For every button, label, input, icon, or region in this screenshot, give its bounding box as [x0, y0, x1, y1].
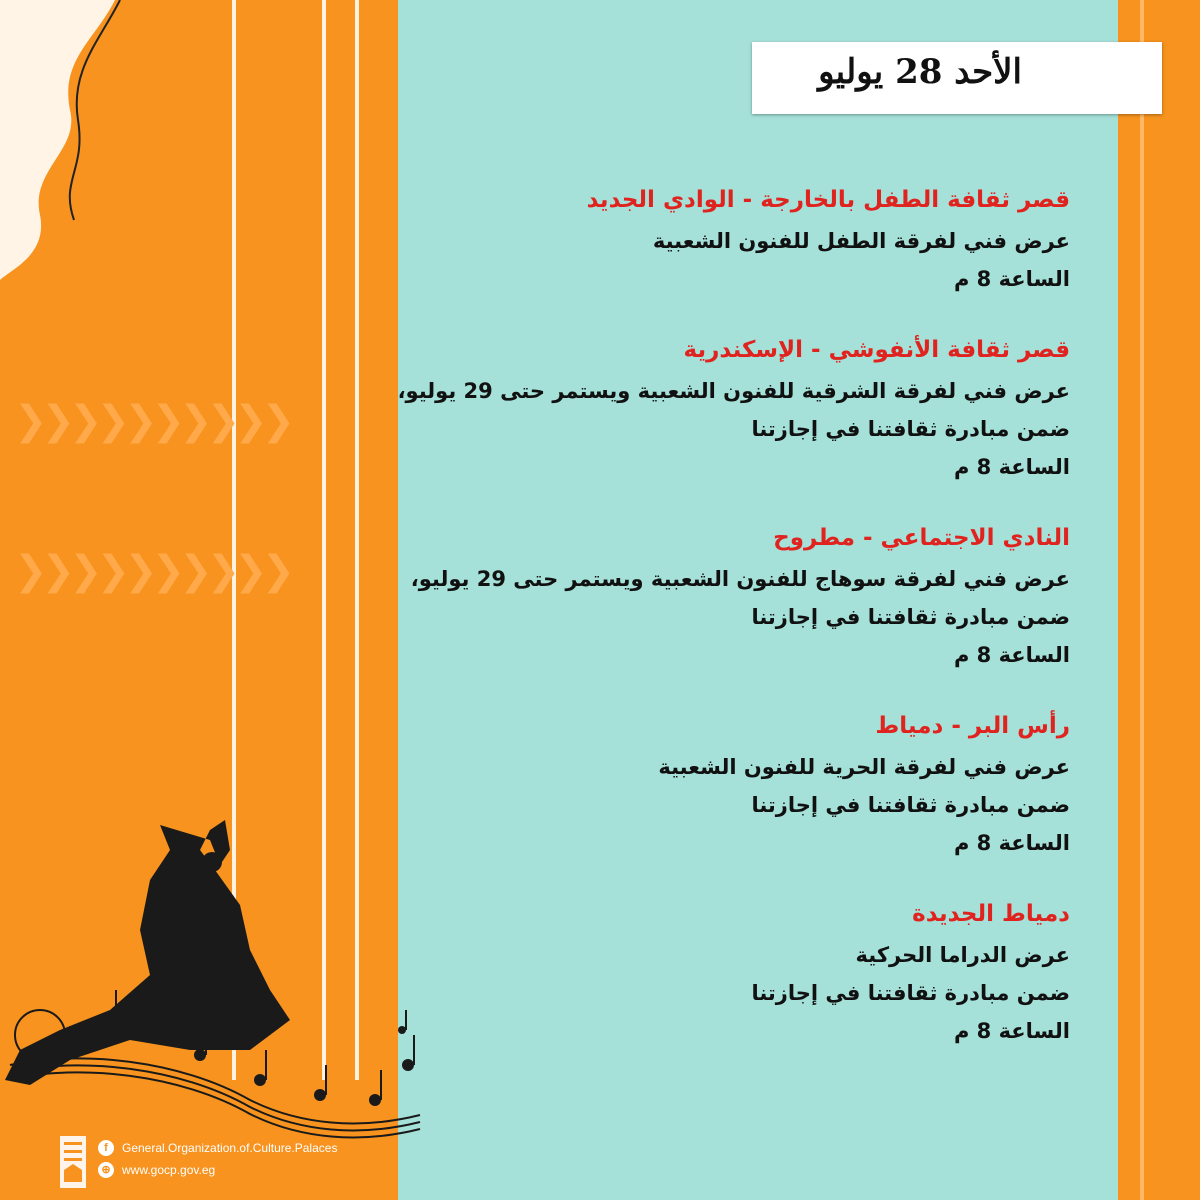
- chevrons-decor: ❯❯❯❯❯❯❯❯❯❯: [14, 548, 290, 594]
- event-item: [370, 516, 1070, 674]
- event-title: النادي الاجتماعي - مطروح: [773, 525, 1070, 551]
- event-time: الساعة 8 م: [953, 831, 1070, 855]
- event-item: [370, 892, 1070, 1050]
- website-link[interactable]: www.gocp.gov.eg: [122, 1163, 216, 1177]
- website-row[interactable]: [98, 1162, 215, 1178]
- event-description: عرض فني لفرقة الطفل للفنون الشعبية: [652, 229, 1070, 253]
- facebook-row[interactable]: [98, 1140, 337, 1156]
- chevrons-decor: ❯❯❯❯❯❯❯❯❯❯: [14, 398, 290, 444]
- event-title: رأس البر - دمياط: [875, 713, 1070, 739]
- globe-icon: ⊕: [98, 1162, 114, 1178]
- event-time: الساعة 8 م: [953, 643, 1070, 667]
- decorative-wave: [0, 0, 400, 330]
- event-title: قصر ثقافة الأنفوشي - الإسكندرية: [683, 337, 1070, 363]
- event-initiative: ضمن مبادرة ثقافتنا في إجازتنا: [751, 793, 1070, 817]
- facebook-icon: f: [98, 1140, 114, 1156]
- event-item: [370, 178, 1070, 298]
- event-description: عرض فني لفرقة الشرقية للفنون الشعبية ويستمر حتى 29 يوليو،: [397, 379, 1070, 403]
- event-time: الساعة 8 م: [953, 455, 1070, 479]
- event-description: عرض فني لفرقة سوهاج للفنون الشعبية ويستمر حتى 29 يوليو،: [410, 567, 1070, 591]
- event-description: عرض فني لفرقة الحرية للفنون الشعبية: [658, 755, 1070, 779]
- event-title: قصر ثقافة الطفل بالخارجة - الوادي الجديد: [586, 187, 1070, 213]
- event-initiative: ضمن مبادرة ثقافتنا في إجازتنا: [751, 417, 1070, 441]
- event-initiative: ضمن مبادرة ثقافتنا في إجازتنا: [751, 605, 1070, 629]
- event-initiative: ضمن مبادرة ثقافتنا في إجازتنا: [751, 981, 1070, 1005]
- organization-logo: [60, 1136, 86, 1188]
- event-item: [370, 704, 1070, 862]
- events-list: [370, 178, 1070, 1080]
- decorative-line: [1140, 0, 1144, 1200]
- event-description: عرض الدراما الحركية: [855, 943, 1070, 967]
- event-time: الساعة 8 م: [953, 1019, 1070, 1043]
- date-header: الأحد 28 يوليو: [818, 52, 1022, 92]
- event-time: الساعة 8 م: [953, 267, 1070, 291]
- facebook-link[interactable]: General.Organization.of.Culture.Palaces: [122, 1141, 338, 1155]
- event-item: [370, 328, 1070, 486]
- event-title: دمياط الجديدة: [912, 901, 1070, 927]
